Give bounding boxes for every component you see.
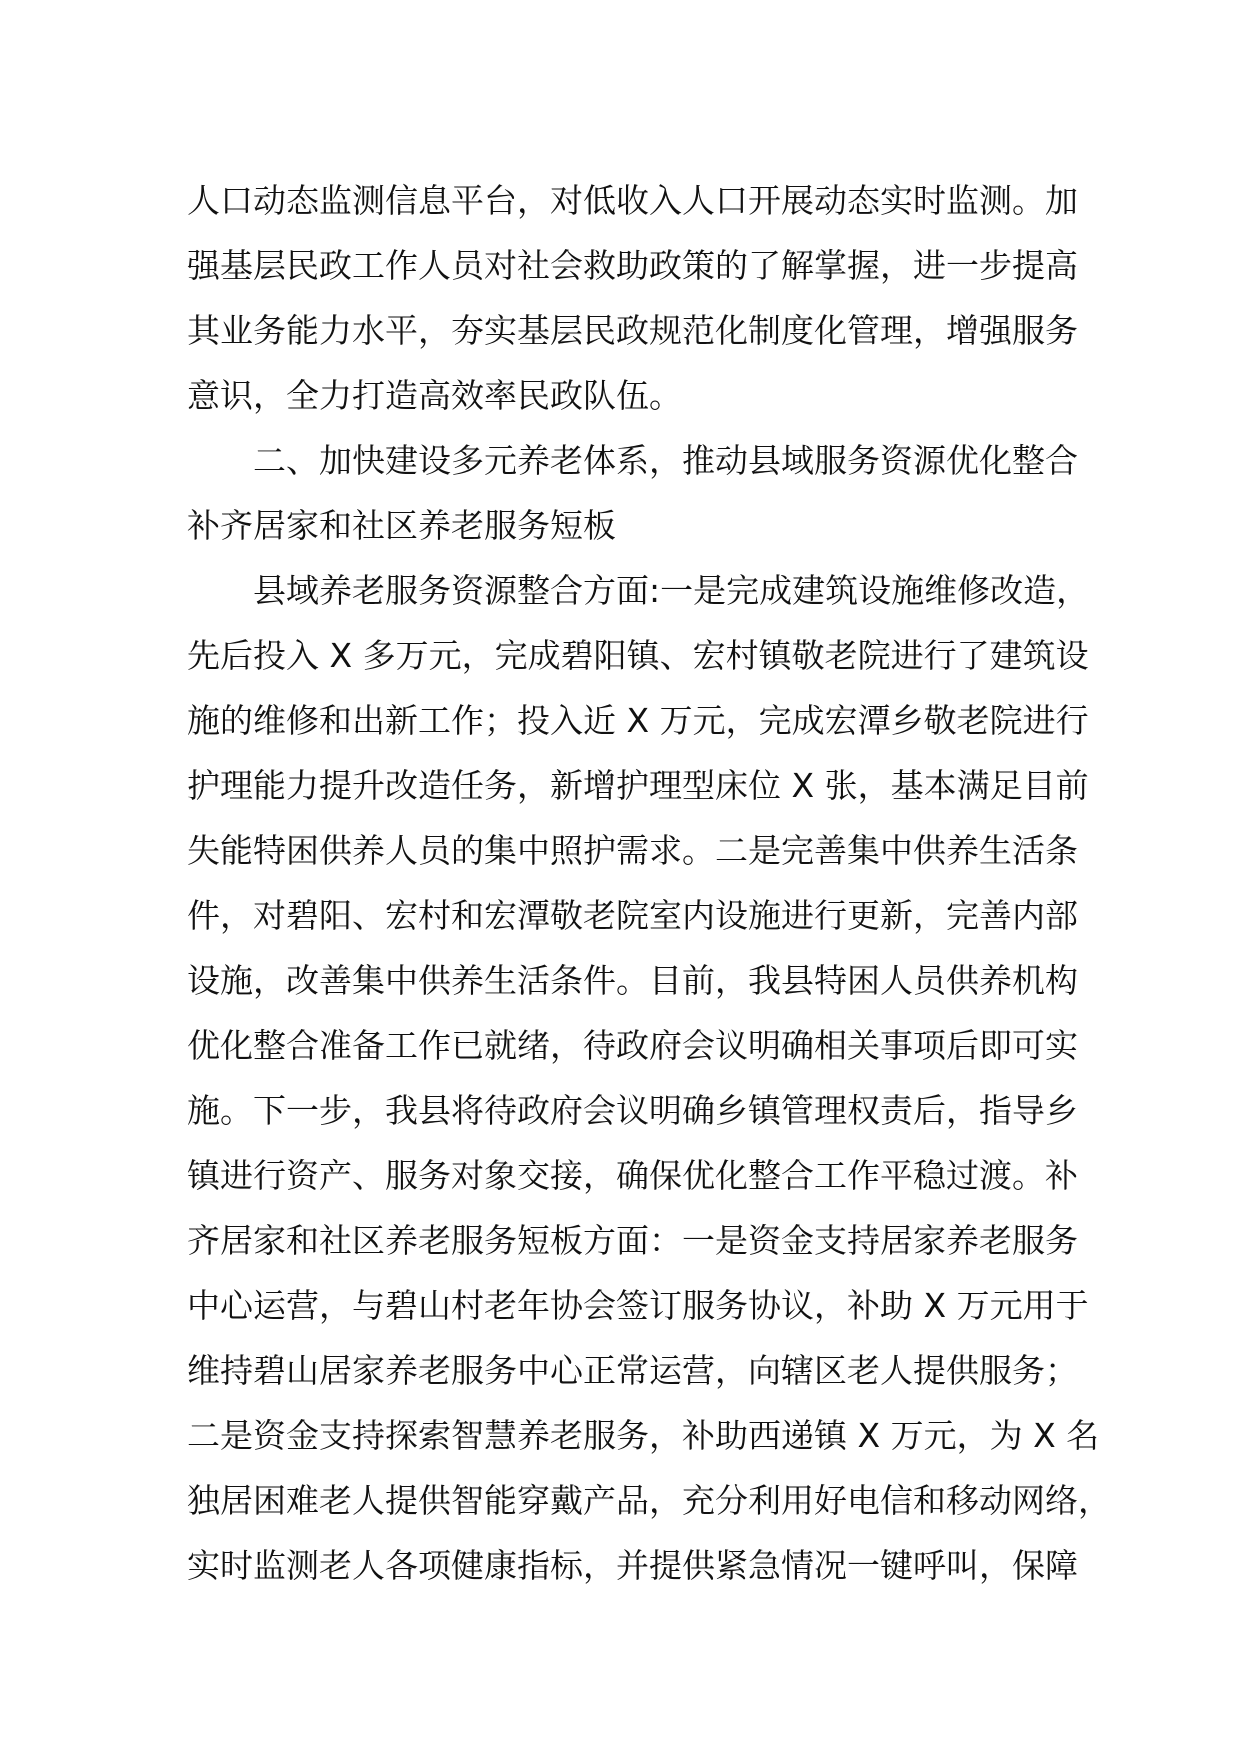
text-line: 齐居家和社区养老服务短板方面：一是资金支持居家养老服务: [187, 1221, 1078, 1260]
heading-line: 二、加快建设多元养老体系，推动县域服务资源优化整合: [253, 441, 1078, 480]
text-line: 二是资金支持探索智慧养老服务，补助西递镇 X 万元，为 X 名: [187, 1416, 1100, 1455]
text-line: 护理能力提升改造任务，新增护理型床位 X 张，基本满足目前: [187, 766, 1089, 805]
paragraph-population-monitoring: [187, 168, 1078, 428]
paragraph-resource-integration: [187, 558, 1111, 1598]
text-line: 其业务能力水平，夯实基层民政规范化制度化管理，增强服务: [187, 311, 1078, 350]
text-line: 镇进行资产、服务对象交接，确保优化整合工作平稳过渡。补: [187, 1156, 1078, 1195]
text-line: 独居困难老人提供智能穿戴产品，充分利用好电信和移动网络，: [187, 1481, 1111, 1520]
text-line: 件，对碧阳、宏村和宏潭敬老院室内设施进行更新，完善内部: [187, 896, 1078, 935]
text-line: 设施，改善集中供养生活条件。目前，我县特困人员供养机构: [187, 961, 1078, 1000]
text-line: 强基层民政工作人员对社会救助政策的了解掌握，进一步提高: [187, 246, 1078, 285]
text-line: 施的维修和出新工作；投入近 X 万元，完成宏潭乡敬老院进行: [187, 701, 1089, 740]
text-line: 先后投入 X 多万元，完成碧阳镇、宏村镇敬老院进行了建筑设: [187, 636, 1089, 675]
heading-line: 补齐居家和社区养老服务短板: [187, 506, 616, 545]
text-line: 维持碧山居家养老服务中心正常运营，向辖区老人提供服务；: [187, 1351, 1078, 1390]
text-line: 实时监测老人各项健康指标，并提供紧急情况一键呼叫，保障: [187, 1546, 1078, 1585]
body-text: [187, 168, 1111, 1598]
text-line: 失能特困供养人员的集中照护需求。二是完善集中供养生活条: [187, 831, 1078, 870]
text-line: 人口动态监测信息平台，对低收入人口开展动态实时监测。加: [187, 181, 1078, 220]
text-line: 施。下一步，我县将待政府会议明确乡镇管理权责后，指导乡: [187, 1091, 1078, 1130]
section-heading-elderly-care: [187, 428, 1078, 558]
text-line: 意识，全力打造高效率民政队伍。: [187, 376, 682, 415]
text-line: 中心运营，与碧山村老年协会签订服务协议，补助 X 万元用于: [187, 1286, 1089, 1325]
text-line: 优化整合准备工作已就绪，待政府会议明确相关事项后即可实: [187, 1026, 1078, 1065]
text-line: 县域养老服务资源整合方面:一是完成建筑设施维修改造，: [253, 571, 1090, 610]
